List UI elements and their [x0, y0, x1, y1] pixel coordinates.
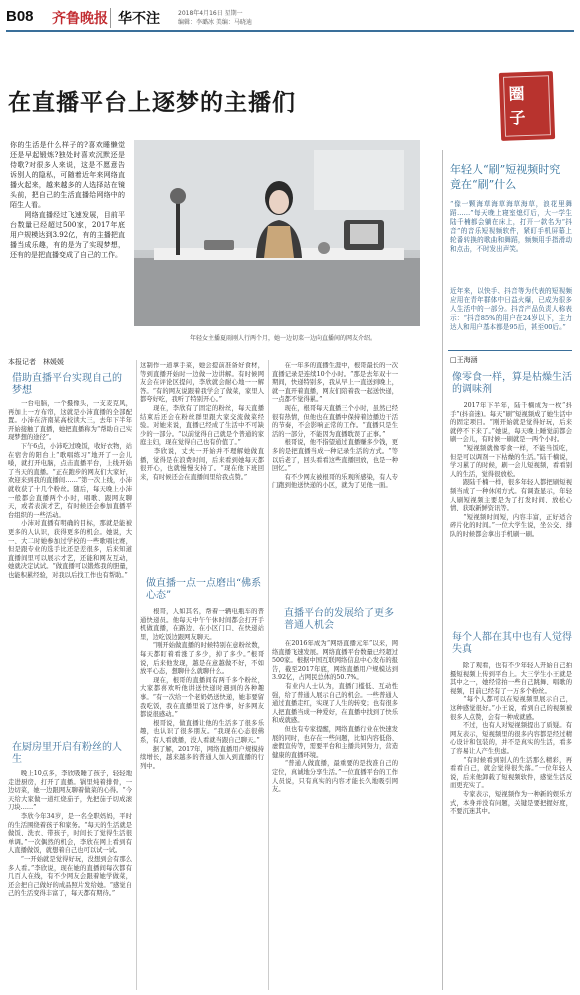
column-stamp [499, 71, 555, 141]
stamp-text: 圈子 [508, 84, 526, 128]
headline: 在直播平台上逐梦的主播们 [8, 90, 296, 116]
column-separator [268, 360, 269, 990]
col1-subhead-2: 在厨房里开启有粉丝的人生 [12, 742, 122, 765]
col1-paragraph-1: 一台电脑，一个摄像头，一支麦克风，再加上一方布帘，这就是小沛直播的全部配置。小沛在济南某高校读大三，去年下半年开始接触了直播，她把直播称为“帮助自己实现梦想的途径”。 下午6点，小沛吃过晚饭，收好衣物，站在宿舍的阳台上“歌唱练习”地开了一会儿嗓，就打开电脑，点击直播平台，上线开始了当天的直播。“正在跑步的网友们大家好，欢迎来到我的直播间……”第一次上线，小沛就收获了十几个粉丝。随后，每天晚上小沛一般都会直播两个小时，唱歌、跟网友聊天，或者表演才艺，有时候还会参加直播平台组织的一些活动。 小沛对直播有明确的目标，那就是能被更多的人认识，获得更多的机会。她说，大一、大二时她参加过学校的一些歌唱比赛，但是跟专业的选手比还是差很多，后来知道直播间里可以展示才艺，还能和网友互动，她就决定试试。“做直播可以锻炼我的胆量，也能积累经验，对我以后找工作也有帮助。” [8, 400, 132, 579]
col2-paragraph-1: 这制作一道拿手菜，她会提前准备好食材，等到直播开始时一边做一边讲解。有时候网友会在评论区提问，李欣就会耐心地一一解答。“有的网友说跟着我学会了做菜，家里人都夸好吃，我听了特别开心。” 现在，李欣有了固定的粉丝，每天直播结束后还会在粉丝群里跟大家交流做菜经验。对她来说，直播已经成了生活中不可缺少的一部分。“以前觉得自己就是个普通的家庭主妇，现在觉得自己也有价值了。” 李欣说，丈夫一开始并不理解她做直播，觉得是在浪费时间，后来看到她每天都很开心，也就慢慢支持了。“现在他下班回来，有时候还会在直播间里给我点赞。” [140, 362, 264, 481]
right-title: 年轻人“刷”短视频时究竟在“刷”什么 [450, 163, 561, 191]
news-photo [134, 140, 420, 326]
right-paragraph-2: 近年来，以快手、抖音等为代表的短视频应用在青年群体中日益火爆，已成为很多人生活中的一部分。抖音产品负责人称表示：“抖音85%的用户在24岁以下，主力达人和用户基本都是95后，甚至00后。” [450, 287, 572, 331]
byline: 本报记者 林媛媛 [8, 358, 64, 366]
page-number: B08 [6, 8, 34, 25]
column-separator [136, 360, 137, 990]
col2-paragraph-2: 根哥，人如其名，帮着一辆电瓶车的普通快递员。他每天中午午休时间都会打开手机做直播，在路边、在小区门口、在快递站里，边吃饭边跟网友聊天。 “刚开始做直播的时候特别在意粉丝数，每天都盯着看涨了多少，掉了多少。”根哥说，后来他发现，越是在意越做不好，不如放平心态，想聊什么就聊什么。 现在，根哥的直播间有两千多个粉丝，大家都喜欢听他讲送快递时遇到的各种趣事。“有一次给一个老奶奶送快递，她非要留我吃饭，我在直播里说了这件事，好多网友都说很感动。” 根哥说，做直播让他的生活多了很多乐趣，也认识了很多朋友。“我现在心态很佛系，有人看就播，没人看就当跟自己聊天。” 据了解，2017年，网络直播用户规模持续增长，越来越多的普通人加入到直播的行列中。 [140, 608, 264, 770]
issue-date: 2018年4月16日 星期一 [178, 10, 243, 17]
col1-paragraph-2: 晚上10点多，李欣吸睡了孩子，轻轻地走进厨房，打开了直播。锅里炖着排骨，一边切菜，她一边跟网友聊着做菜的心得。“今天给大家做一道红烧茄子，先把茄子切成滚刀块……” 李欣今年34岁，是一名全职妈妈，平时的生活围绕着孩子和家务。“每天的生活就是做饭、洗衣、带孩子，时间长了觉得生活很单调。”一次偶然的机会，李欣在网上看到有人直播做饭，就想着自己也可以试一试。 “一开始就是觉得好玩，没想到会有那么多人看。”李欣说，现在她的直播间每次都有几百人在线，有不少网友会跟着她学做菜，还会把自己做好的成品照片发给她。“感觉自己的生活变得丰富了，每天都有期待。” [8, 770, 132, 898]
stamp-frame [503, 75, 551, 137]
intro-text: 你的生活是什么样子的?喜欢睡懒觉还是早起锻炼?独处时喜欢沉默还是侍歌?对很多人来说，这是不愿意告诉别人的隐私，可随着近年来网络直播火起来，越来越多的人选择站在镜头前，把自己的生活直播给网络中的陌生人看。 网络直播经过飞速发展，目前平台数量已经超过500家，2017年底用户规模达到3.92亿，有的主播把直播当成乐趣，有的是为了实现梦想，还有的是把直播变成了自己的工作。 [10, 141, 125, 259]
paper-name: 齐鲁晚报 [52, 11, 108, 27]
col3-paragraph-2: 在2016年成为“网络直播元年”以来，网络直播飞速发展。网络直播平台数量已经超过500家。根据中国互联网络信息中心发布的报告，截至2017年底，网络直播用户规模达到3.92亿，占网民总体的50.7%。 有业内人士认为，直播门槛低、互动性强，给了普通人展示自己的机会。一些普通人通过直播走红，实现了人生的转变；也有很多人把直播当成一种爱好，在直播中找到了快乐和成就感。 但也有专家提醒，网络直播行业在快速发展的同时，也存在一些问题，比如内容低俗、虚假宣传等，需要平台和主播共同努力，营造健康的直播环境。 “普通人做直播，最重要的是找准自己的定位，真诚地分享生活。”一位直播平台的工作人员说，只有真实的内容才能长久地吸引网友。 [272, 640, 398, 794]
right-paragraph-1: “像一颗海草海草海草海草，浪花里舞蹈……”每天晚上寝室熄灯后，大一学生陆千楠都会躺在床上，打开一款名为“抖音”的音乐短视频软件，紧盯手机屏幕上轮番转换的歌曲和舞蹈，频频用手指滑动和点击，不时发出声笑。 [450, 200, 572, 253]
photo-scene [134, 140, 420, 326]
col3-paragraph-1: 在一年多的直播生涯中，根哥最长的一次直播记录是连续10个小时。“那是去年双十一期间，快递特别多，我从早上一直送到晚上，就一直开着直播，网友们陪着我一起送快递，一点都不觉得累。” 现在，根哥每天直播三个小时，虽然已经很有热情，但他也在直播中保持着边播边干活的节奏，不会影响正常的工作。“直播只是生活的一部分，不能因为直播耽误了正事。” 根哥说，他不指望通过直播赚多少钱，更多的是把直播当成一种记录生活的方式。“等以后老了，回头看看这些直播回放，也是一种回忆。” 有不少网友被根哥的乐观所感染，有人专门跑到他送快递的小区，就为了见他一面。 [272, 362, 398, 490]
editor-credit: 编辑：李璐冰 美编：马晓迪 [178, 19, 252, 26]
photo-caption: 年轻女主播夏雨刚人行两个月，她一边切菜一边向直播间的网友介绍。 [190, 335, 377, 342]
masthead-rule [6, 30, 574, 32]
right-subhead-2: 每个人都在其中也有人觉得失真 [452, 632, 572, 655]
col3-subhead: 直播平台的发展给了更多普通人机会 [284, 608, 394, 631]
right-subhead-1: 像零食一样，算是枯燥生活的调味剂 [452, 372, 572, 395]
column-separator [442, 150, 443, 990]
masthead-divider [110, 8, 111, 28]
right-divider [448, 350, 572, 351]
right-byline: □王海涵 [450, 356, 478, 364]
right-paragraph-3: 2017年下半年，陆千楠成为一枚“抖手”(抖音迷)。每天“刷”短视频成了她生活中的固定项目。“刚开始就是觉得好玩，后来就停不下来了。”她说，每天晚上睡觉前都会刷一会儿，有时候一刷就是一两个小时。 “短视频就像零食一样，不能当饭吃，但是可以调剂一下枯燥的生活。”陆千楠说，学习累了的时候，刷一会儿短视频，看看别人的生活，觉得很放松。 跟陆千楠一样，很多年轻人都把刷短视频当成了一种休闲方式。有调查显示，年轻人刷短视频主要是为了打发时间、放松心情、获取新鲜资讯等。 “短视频时间短，内容丰富，正好适合碎片化的时间。”一位大学生说，坐公交、排队的时候都会拿出手机刷一刷。 [450, 402, 572, 538]
col1-subhead-1: 借助直播平台实现自己的梦想 [12, 373, 122, 396]
col2-subhead: 做直播一点一点磨出“佛系心态” [146, 578, 262, 601]
column-name: 华不注 [118, 11, 160, 27]
right-paragraph-4: 除了观看，也有不少年轻人开始自己拍摄短视频上传到平台上。大三学生小王就是其中之一，她经常拍一些自己跳舞、唱歌的视频，目前已经有了一万多个粉丝。 “每个人都可以在短视频里展示自己，这种感觉很好。”小王说，看到自己的视频被很多人点赞，会有一种成就感。 不过，也有人对短视频提出了质疑。有网友表示，短视频里的很多内容都是经过精心设计和包装的，并不是真实的生活，看多了容易让人产生焦虑。 “有时候看到别人的生活那么精彩，再看看自己，就会觉得很失落。”一位年轻人说，后来他卸载了短视频软件，感觉生活反而更充实了。 专家表示，短视频作为一种新的娱乐方式，本身并没有问题，关键是要把握好度，不要沉迷其中。 [450, 662, 572, 816]
